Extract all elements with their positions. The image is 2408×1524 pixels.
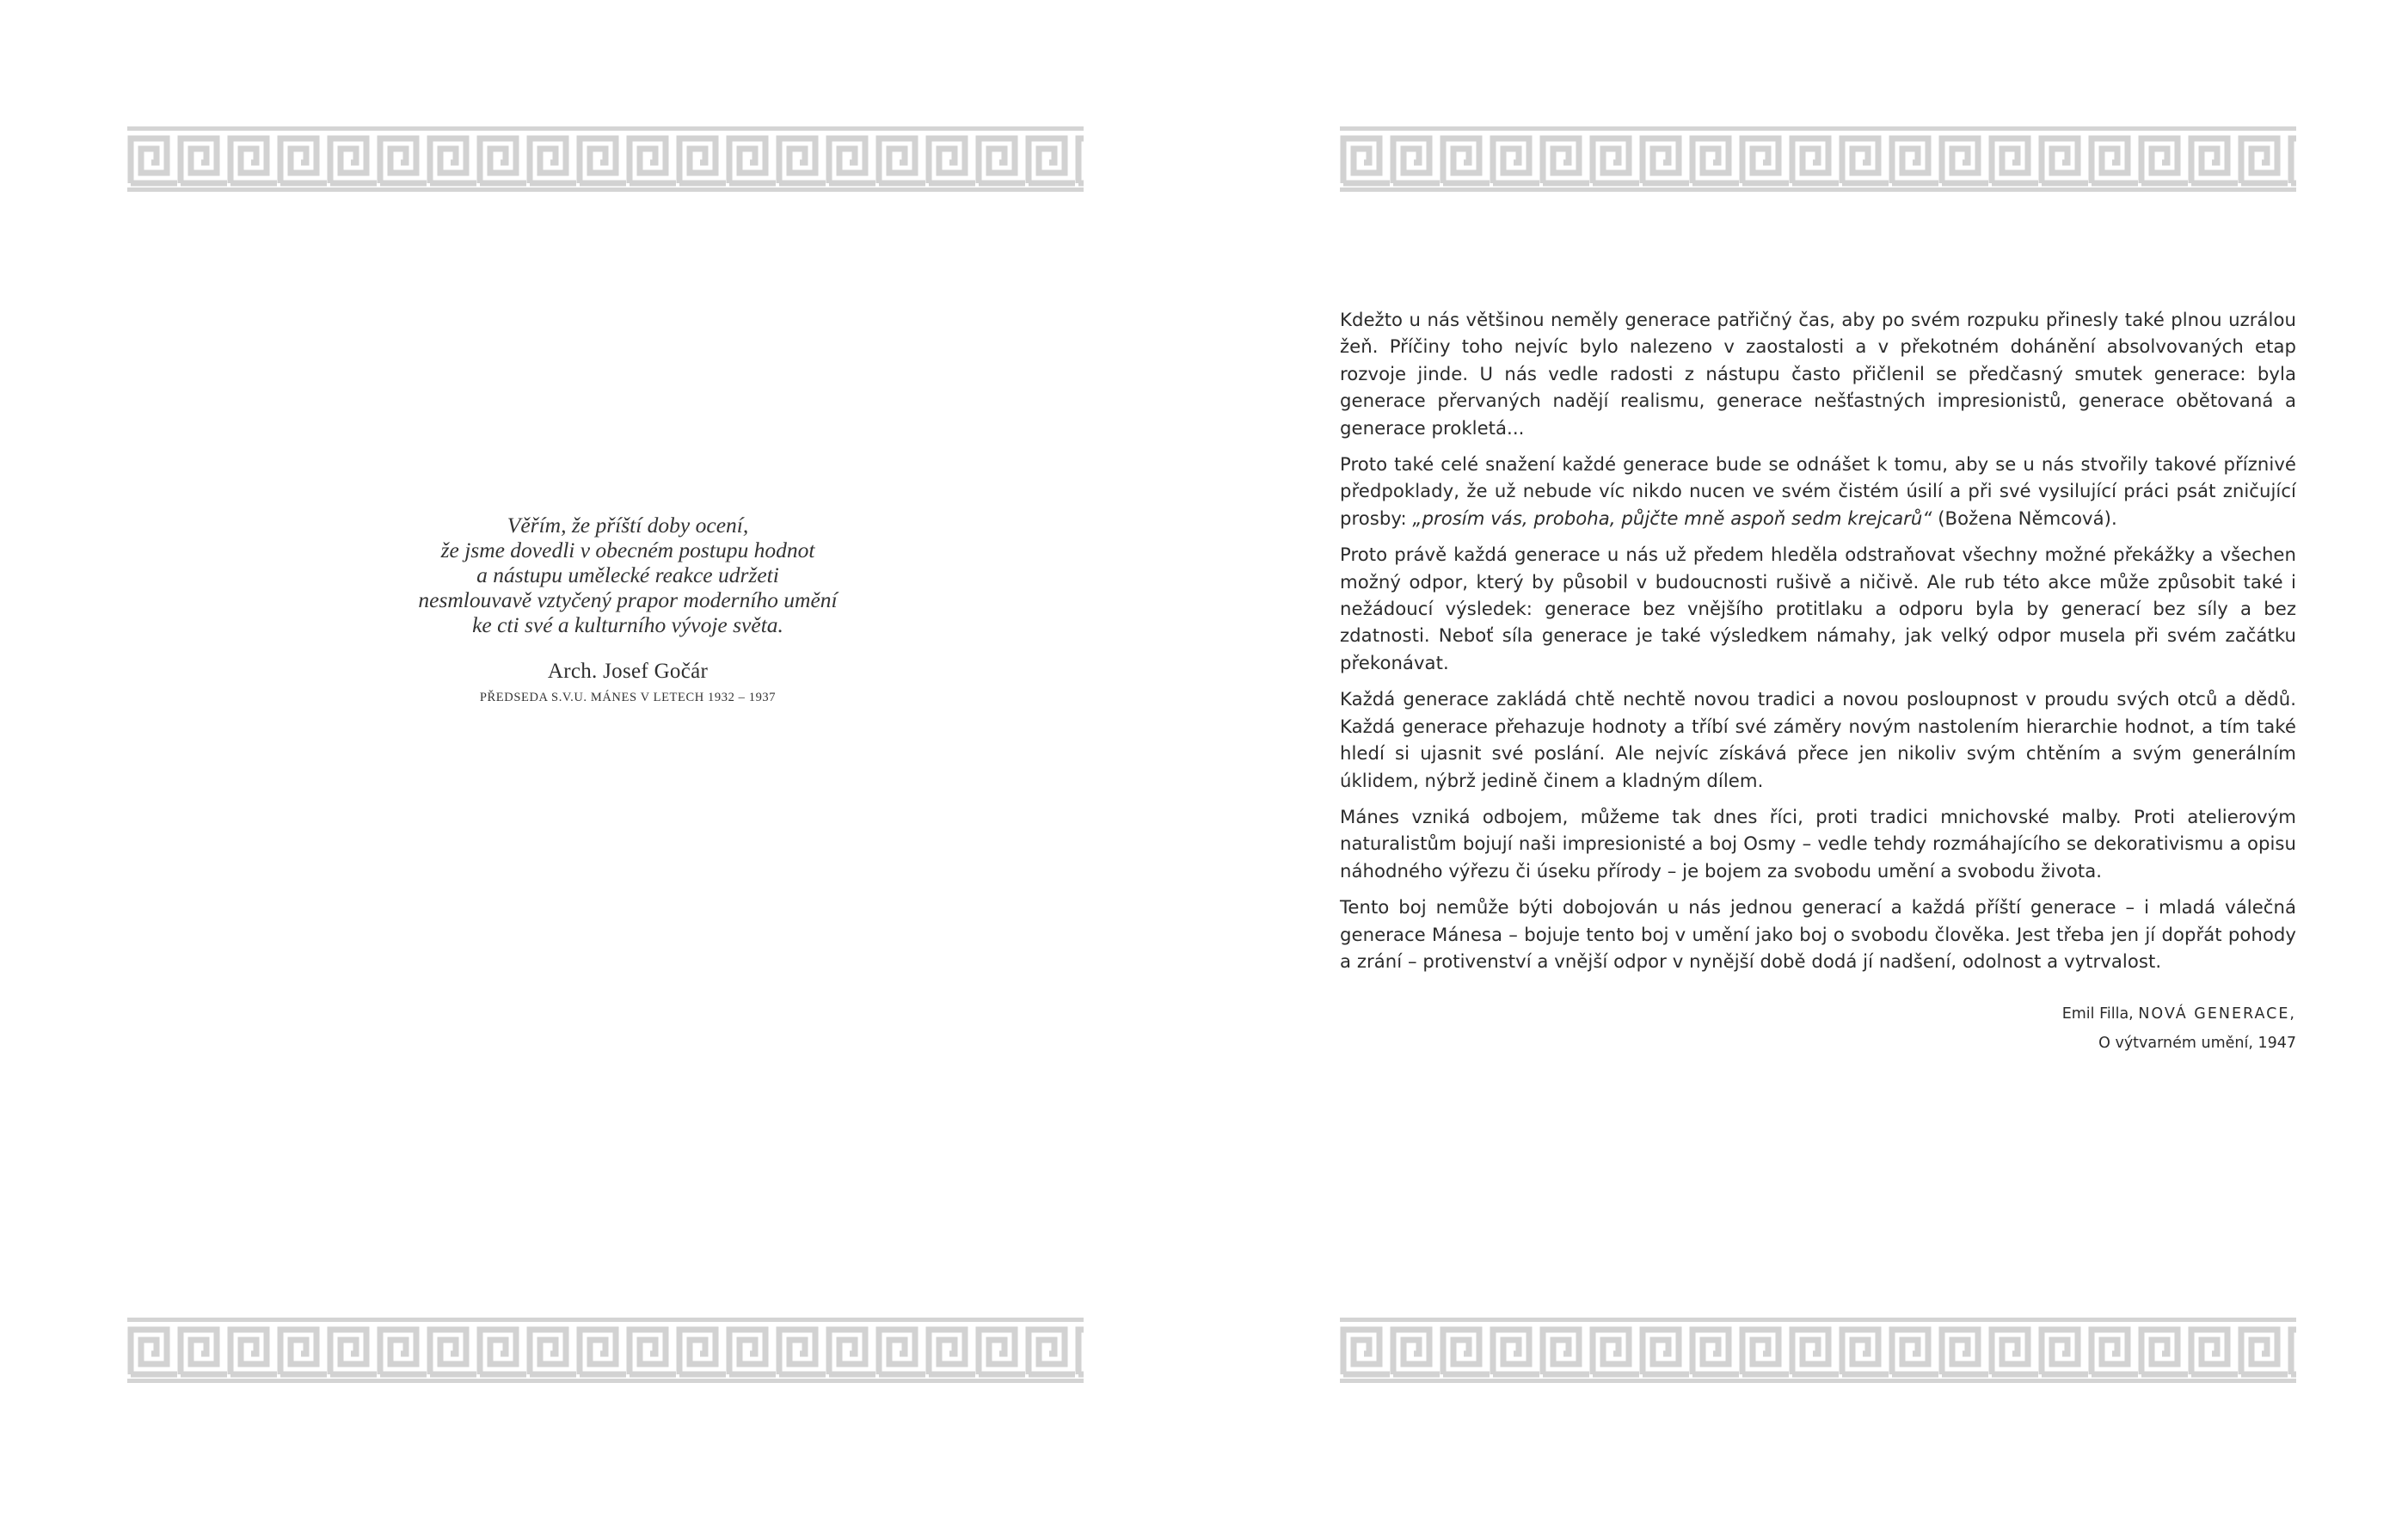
paragraph: Tento boj nemůže býti dobojován u nás jednou generací a každá příští generace – i mladá válečná generace Mánesa – bojuje tento boj v umění jako boj o svobodu člověka. Jest třeba jen jí dopřát pohody a zrání – protivenství a vnější odpor v nynější době dodá jí nadšení, odolnost a vytrvalost. <box>1340 896 2296 972</box>
quote-line: Věřím, že příští doby ocení, <box>507 513 749 538</box>
citation-source: O výtvarném umění, 1947 <box>2098 1035 2296 1052</box>
citation-author: Emil Filla, <box>2061 1005 2134 1023</box>
epigraph <box>327 513 929 705</box>
paragraph: Každá generace zakládá chtě nechtě novou tradici a novou posloupnost v proudu svých otců a dědů. Každá generace přehazuje hodnoty a tříbí své záměry novým nastolením hierarchie hodnot, a tím také hledí si ujasnit své poslání. Ale nejvíc získává přece jen nikoliv svým chtěním a svým generálním úklidem, nýbrž jedině činem a kladným dílem. <box>1340 688 2296 791</box>
paragraph-text: Proto také celé snažení každé generace bude se odnášet k tomu, aby se u nás stvořily takové příznivé předpoklady, že už nebude víc nikdo nucen ve svém čistém úsilí a při své vysilující práci psát zničující prosby: <box>1340 453 2296 529</box>
body-text <box>1340 306 2296 984</box>
paragraph <box>1340 451 2296 532</box>
epigraph-quote <box>327 513 929 637</box>
epigraph-author-role: PŘEDSEDA S.V.U. MÁNES V LETECH 1932 – 1937 <box>479 691 777 704</box>
paragraph-text: (Božena Němcová). <box>1932 507 2117 529</box>
quote-line: že jsme dovedli v obecném postupu hodnot <box>440 538 815 562</box>
epigraph-author: Arch. Josef Gočár <box>547 660 709 683</box>
greek-key-border-bottom-left <box>127 1318 1084 1383</box>
quote-line: a nástupu umělecké reakce udržeti <box>476 562 779 587</box>
greek-key-border-bottom-right <box>1340 1318 2296 1383</box>
citation-line-1 <box>2062 999 2296 1029</box>
citation-title: NOVÁ GENERACE, <box>2138 1005 2296 1023</box>
quote-line: nesmlouvavě vztyčený prapor moderního umění <box>418 587 838 612</box>
greek-key-border-top-right <box>1340 126 2296 192</box>
quote-line: ke cti své a kulturního vývoje světa. <box>472 612 783 637</box>
quoted-plea: „prosím vás, proboha, půjčte mně aspoň sedm krejcarů“ <box>1412 507 1932 529</box>
paragraph: Mánes vzniká odbojem, můžeme tak dnes říci, proti tradici mnichovské malby. Proti atelierovým naturalistům bojují naši impresionisté a boj Osmy – vedle tehdy rozmáhajícího se dekorativismu a opisu náhodného výřezu či úseku přírody – je bojem za svobodu umění a svobodu života. <box>1340 805 2296 882</box>
greek-key-border-top-left <box>127 126 1084 192</box>
paragraph: Proto právě každá generace u nás už předem hleděla odstraňovat všechny možné překážky a všechen možný odpor, který by působil v budoucnosti rušivě a ničivě. Ale rub této akce může způsobit také i nežádoucí výsledek: generace bez vnějšího protitlaku a odporu byla by generací bez síly a bez zdatnosti. Neboť síla generace je také výsledkem námahy, jak velký odpor musela při svém začátku překonávat. <box>1340 544 2296 673</box>
source-citation <box>2062 999 2296 1058</box>
paragraph: Kdežto u nás většinou neměly generace patřičný čas, aby po svém rozpuku přinesly také plnou uzrálou žeň. Příčiny toho nejvíc bylo nalezeno v zaostalosti a v překotném dohánění absolvovaných etap rozvoje jinde. U nás vedle radosti z nástupu často přičlenil se předčasný smutek generace: byla generace přervaných nadějí realismu, generace nešťastných impresionistů, generace obětovaná a generace prokletá... <box>1340 309 2296 439</box>
